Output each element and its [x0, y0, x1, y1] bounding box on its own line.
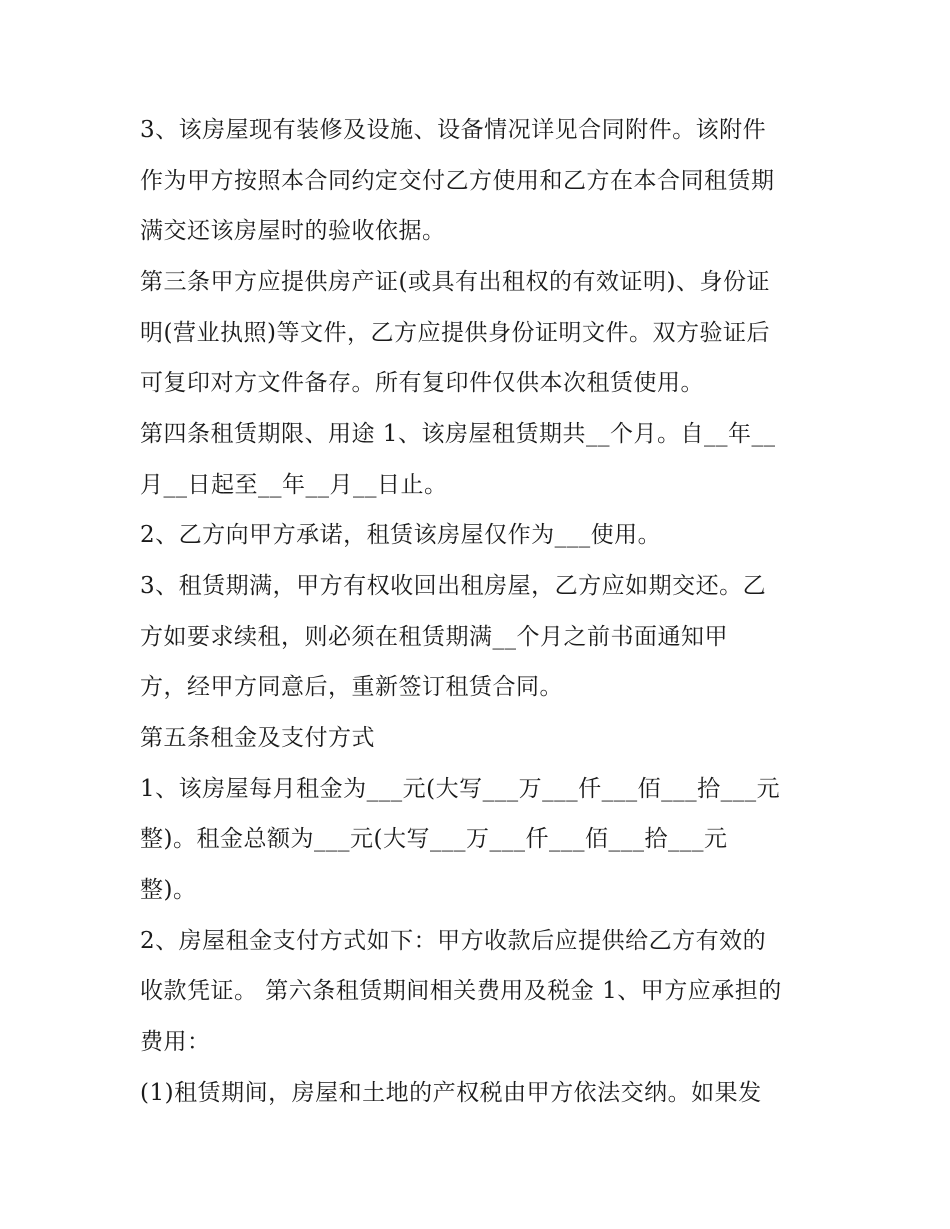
text-line: 3、该房屋现有装修及设施、设备情况详见合同附件。该附件	[140, 117, 767, 143]
text-line: 2、乙方向甲方承诺，租赁该房屋仅作为___使用。	[140, 522, 662, 548]
text-line: 月__日起至__年__月__日止。	[140, 472, 448, 498]
text-line: 明(营业执照)等文件，乙方应提供身份证明文件。双方验证后	[140, 320, 770, 346]
text-line: 可复印对方文件备存。所有复印件仅供本次租赁使用。	[140, 370, 704, 396]
text-line: 整)。租金总额为___元(大写___万___仟___佰___拾___元	[140, 826, 728, 852]
text-line: 3、租赁期满，甲方有权收回出租房屋，乙方应如期交还。乙	[140, 573, 767, 599]
text-line: 满交还该房屋时的验收依据。	[140, 218, 446, 244]
text-line: 作为甲方按照本合同约定交付乙方使用和乙方在本合同租赁期	[140, 168, 775, 194]
text-line: 费用：	[140, 1029, 211, 1055]
text-line: 收款凭证。 第六条租赁期间相关费用及税金 1、甲方应承担的	[140, 978, 782, 1004]
text-line: 整)。	[140, 877, 197, 903]
text-line: 第三条甲方应提供房产证(或具有出租权的有效证明)、身份证	[140, 269, 770, 295]
text-line: (1)租赁期间，房屋和土地的产权税由甲方依法交纳。如果发	[140, 1080, 762, 1106]
text-line: 1、该房屋每月租金为___元(大写___万___仟___佰___拾___元	[140, 776, 781, 802]
text-line: 方，经甲方同意后，重新签订租赁合同。	[140, 674, 563, 700]
text-line: 2、房屋租金支付方式如下：甲方收款后应提供给乙方有效的	[140, 928, 767, 954]
text-line: 方如要求续租，则必须在租赁期满__个月之前书面通知甲	[140, 624, 728, 650]
text-line: 第四条租赁期限、用途 1、该房屋租赁期共__个月。自__年__	[140, 421, 776, 447]
section-heading: 第五条租金及支付方式	[140, 725, 375, 751]
